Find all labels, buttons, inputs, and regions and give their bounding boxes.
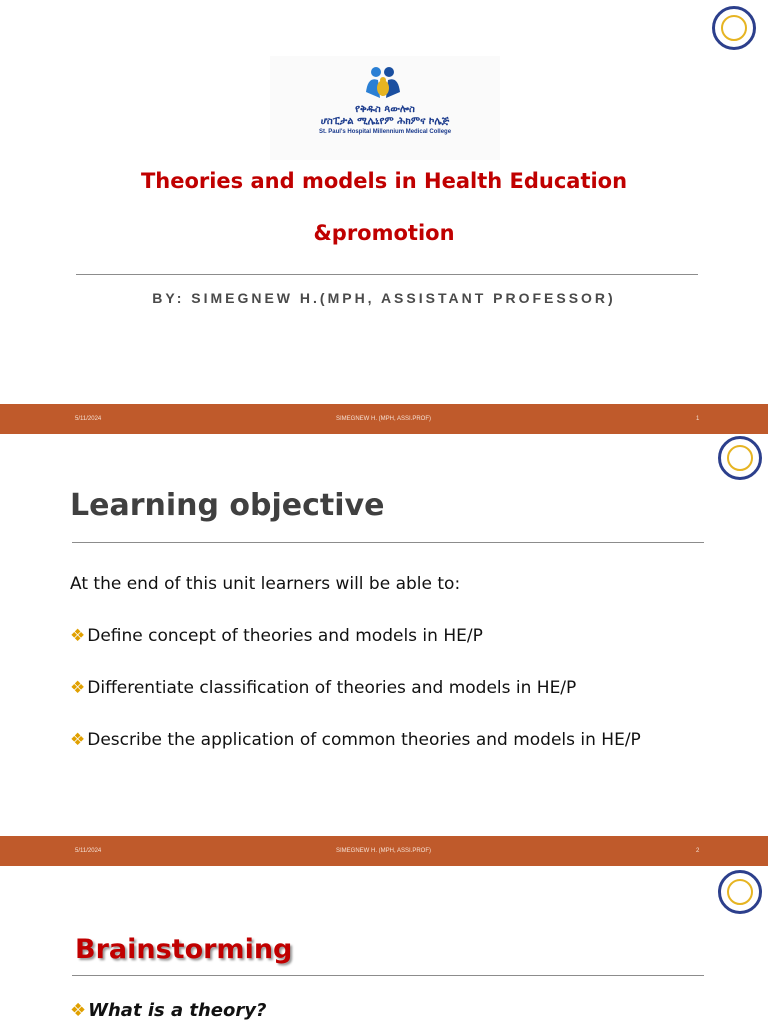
objective-bullet-3: ❖ Describe the application of common theories and models in HE/P [70, 730, 641, 750]
footer-author: SIMEGNEW H. (MPH, ASSI.PROF) [336, 848, 432, 854]
slide-1-footer-band [0, 404, 768, 434]
objective-bullet-1: ❖ Define concept of theories and models in HE/P [70, 626, 483, 646]
slide-3 [0, 866, 768, 1024]
footer-slide-number: 1 [696, 416, 700, 422]
college-seal-icon [718, 436, 762, 480]
presentation-title-line2: &promotion [313, 221, 455, 245]
diamond-bullet-icon: ❖ [70, 730, 86, 750]
diamond-bullet-icon: ❖ [70, 678, 86, 698]
logo-amharic-line1: የቅዱስ ጳውሎስ [355, 104, 415, 115]
logo-amharic-line2: ሆስፒታል ሚሌኒየም ሕክምና ኮሌጅ [320, 116, 450, 127]
slide-1 [0, 0, 768, 404]
footer-date: 5/11/2024 [75, 416, 102, 422]
slide-2-footer-band [0, 836, 768, 866]
presentation-title-line1: Theories and models in Health Education [140, 169, 628, 193]
college-seal-icon [718, 870, 762, 914]
college-seal-icon [712, 6, 756, 50]
college-logo [270, 56, 500, 160]
heading-divider [72, 542, 704, 543]
heading-divider [72, 975, 704, 976]
author-byline: BY: SIMEGNEW H.(MPH, ASSISTANT PROFESSOR) [152, 290, 616, 306]
title-divider [76, 274, 698, 275]
objective-intro: At the end of this unit learners will be able to: [70, 574, 461, 594]
objective-bullet-2: ❖ Differentiate classification of theories and models in HE/P [70, 678, 577, 698]
footer-slide-number: 2 [696, 848, 700, 854]
footer-date: 5/11/2024 [75, 848, 102, 854]
diamond-bullet-icon: ❖ [70, 1000, 87, 1021]
slide-2 [0, 434, 768, 836]
diamond-bullet-icon: ❖ [70, 626, 86, 646]
logo-english-name: St. Paul's Hospital Millennium Medical College [318, 129, 452, 135]
slide-heading: Brainstorming [75, 934, 293, 965]
brainstorm-question: ❖ What is a theory? [70, 1000, 267, 1021]
footer-author: SIMEGNEW H. (MPH, ASSI.PROF) [336, 416, 432, 422]
logo-figures-icon [358, 62, 408, 106]
slide-heading: Learning objective [70, 488, 385, 523]
